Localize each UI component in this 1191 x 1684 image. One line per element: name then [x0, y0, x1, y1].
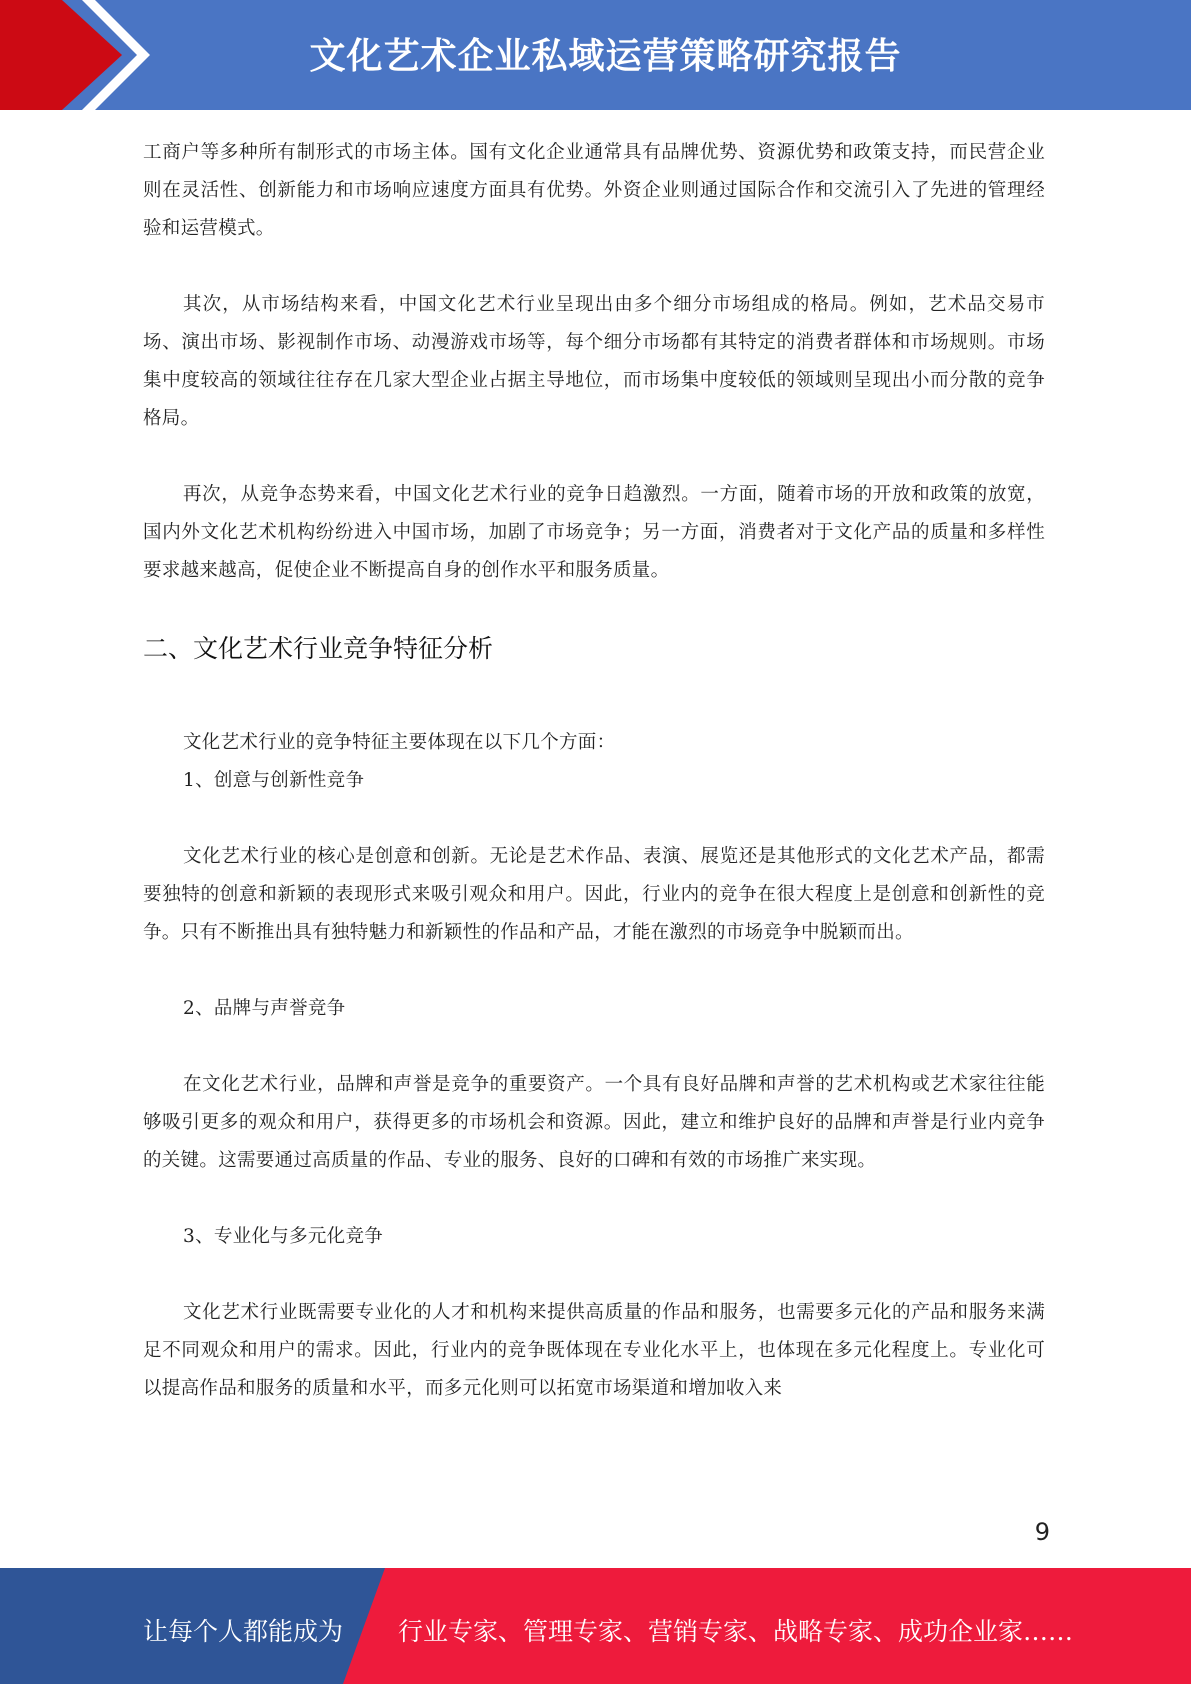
- page-footer: [0, 1568, 1191, 1684]
- footer-slogan-left: 让每个人都能成为: [143, 1617, 344, 1646]
- paragraph: 文化艺术行业既需要专业化的人才和机构来提供高质量的作品和服务，也需要多元化的产品和服务来满足不同观众和用户的需求。因此，行业内的竞争既体现在专业化水平上，也体现在多元化程度上。专业化可以提高作品和服务的质量和水平，而多元化则可以拓宽市场渠道和增加收入来: [143, 1302, 1045, 1399]
- paragraph: 在文化艺术行业，品牌和声誉是竞争的重要资产。一个具有良好品牌和声誉的艺术机构或艺术家往往能够吸引更多的观众和用户，获得更多的市场机会和资源。因此，建立和维护良好的品牌和声誉是行业内竞争的关键。这需要通过高质量的作品、专业的服务、良好的口碑和有效的市场推广来实现。: [143, 1074, 1045, 1171]
- list-item-heading: 3、专业化与多元化竞争: [183, 1226, 384, 1247]
- paragraph: 其次，从市场结构来看，中国文化艺术行业呈现出由多个细分市场组成的格局。例如，艺术品交易市场、演出市场、影视制作市场、动漫游戏市场等，每个细分市场都有其特定的消费者群体和市场规则。市场集中度较高的领域往往存在几家大型企业占据主导地位，而市场集中度较低的领域则呈现出小而分散的竞争格局。: [143, 294, 1045, 429]
- paragraph: 工商户等多种所有制形式的市场主体。国有文化企业通常具有品牌优势、资源优势和政策支持，而民营企业则在灵活性、创新能力和市场响应速度方面具有优势。外资企业则通过国际合作和交流引入了先进的管理经验和运营模式。: [143, 142, 1045, 239]
- page-number: 9: [1034, 1518, 1050, 1546]
- footer-slogan-right: 行业专家、管理专家、营销专家、战略专家、成功企业家……: [398, 1617, 1074, 1646]
- body-content: [143, 134, 1045, 1408]
- paragraph: 文化艺术行业的竞争特征主要体现在以下几个方面：: [183, 732, 616, 753]
- section-heading: 二、文化艺术行业竞争特征分析: [143, 634, 494, 663]
- document-title: 文化艺术企业私域运营策略研究报告: [309, 36, 902, 77]
- list-item-heading: 2、品牌与声誉竞争: [183, 998, 346, 1019]
- paragraph: 再次，从竞争态势来看，中国文化艺术行业的竞争日趋激烈。一方面，随着市场的开放和政策的放宽，国内外文化艺术机构纷纷进入中国市场，加剧了市场竞争；另一方面，消费者对于文化产品的质量和多样性要求越来越高，促使企业不断提高自身的创作水平和服务质量。: [143, 484, 1045, 581]
- page-header: [0, 0, 1191, 110]
- paragraph: 文化艺术行业的核心是创意和创新。无论是艺术作品、表演、展览还是其他形式的文化艺术产品，都需要独特的创意和新颖的表现形式来吸引观众和用户。因此，行业内的竞争在很大程度上是创意和创新性的竞争。只有不断推出具有独特魅力和新颖性的作品和产品，才能在激烈的市场竞争中脱颖而出。: [143, 846, 1045, 943]
- list-item-heading: 1、创意与创新性竞争: [183, 770, 365, 791]
